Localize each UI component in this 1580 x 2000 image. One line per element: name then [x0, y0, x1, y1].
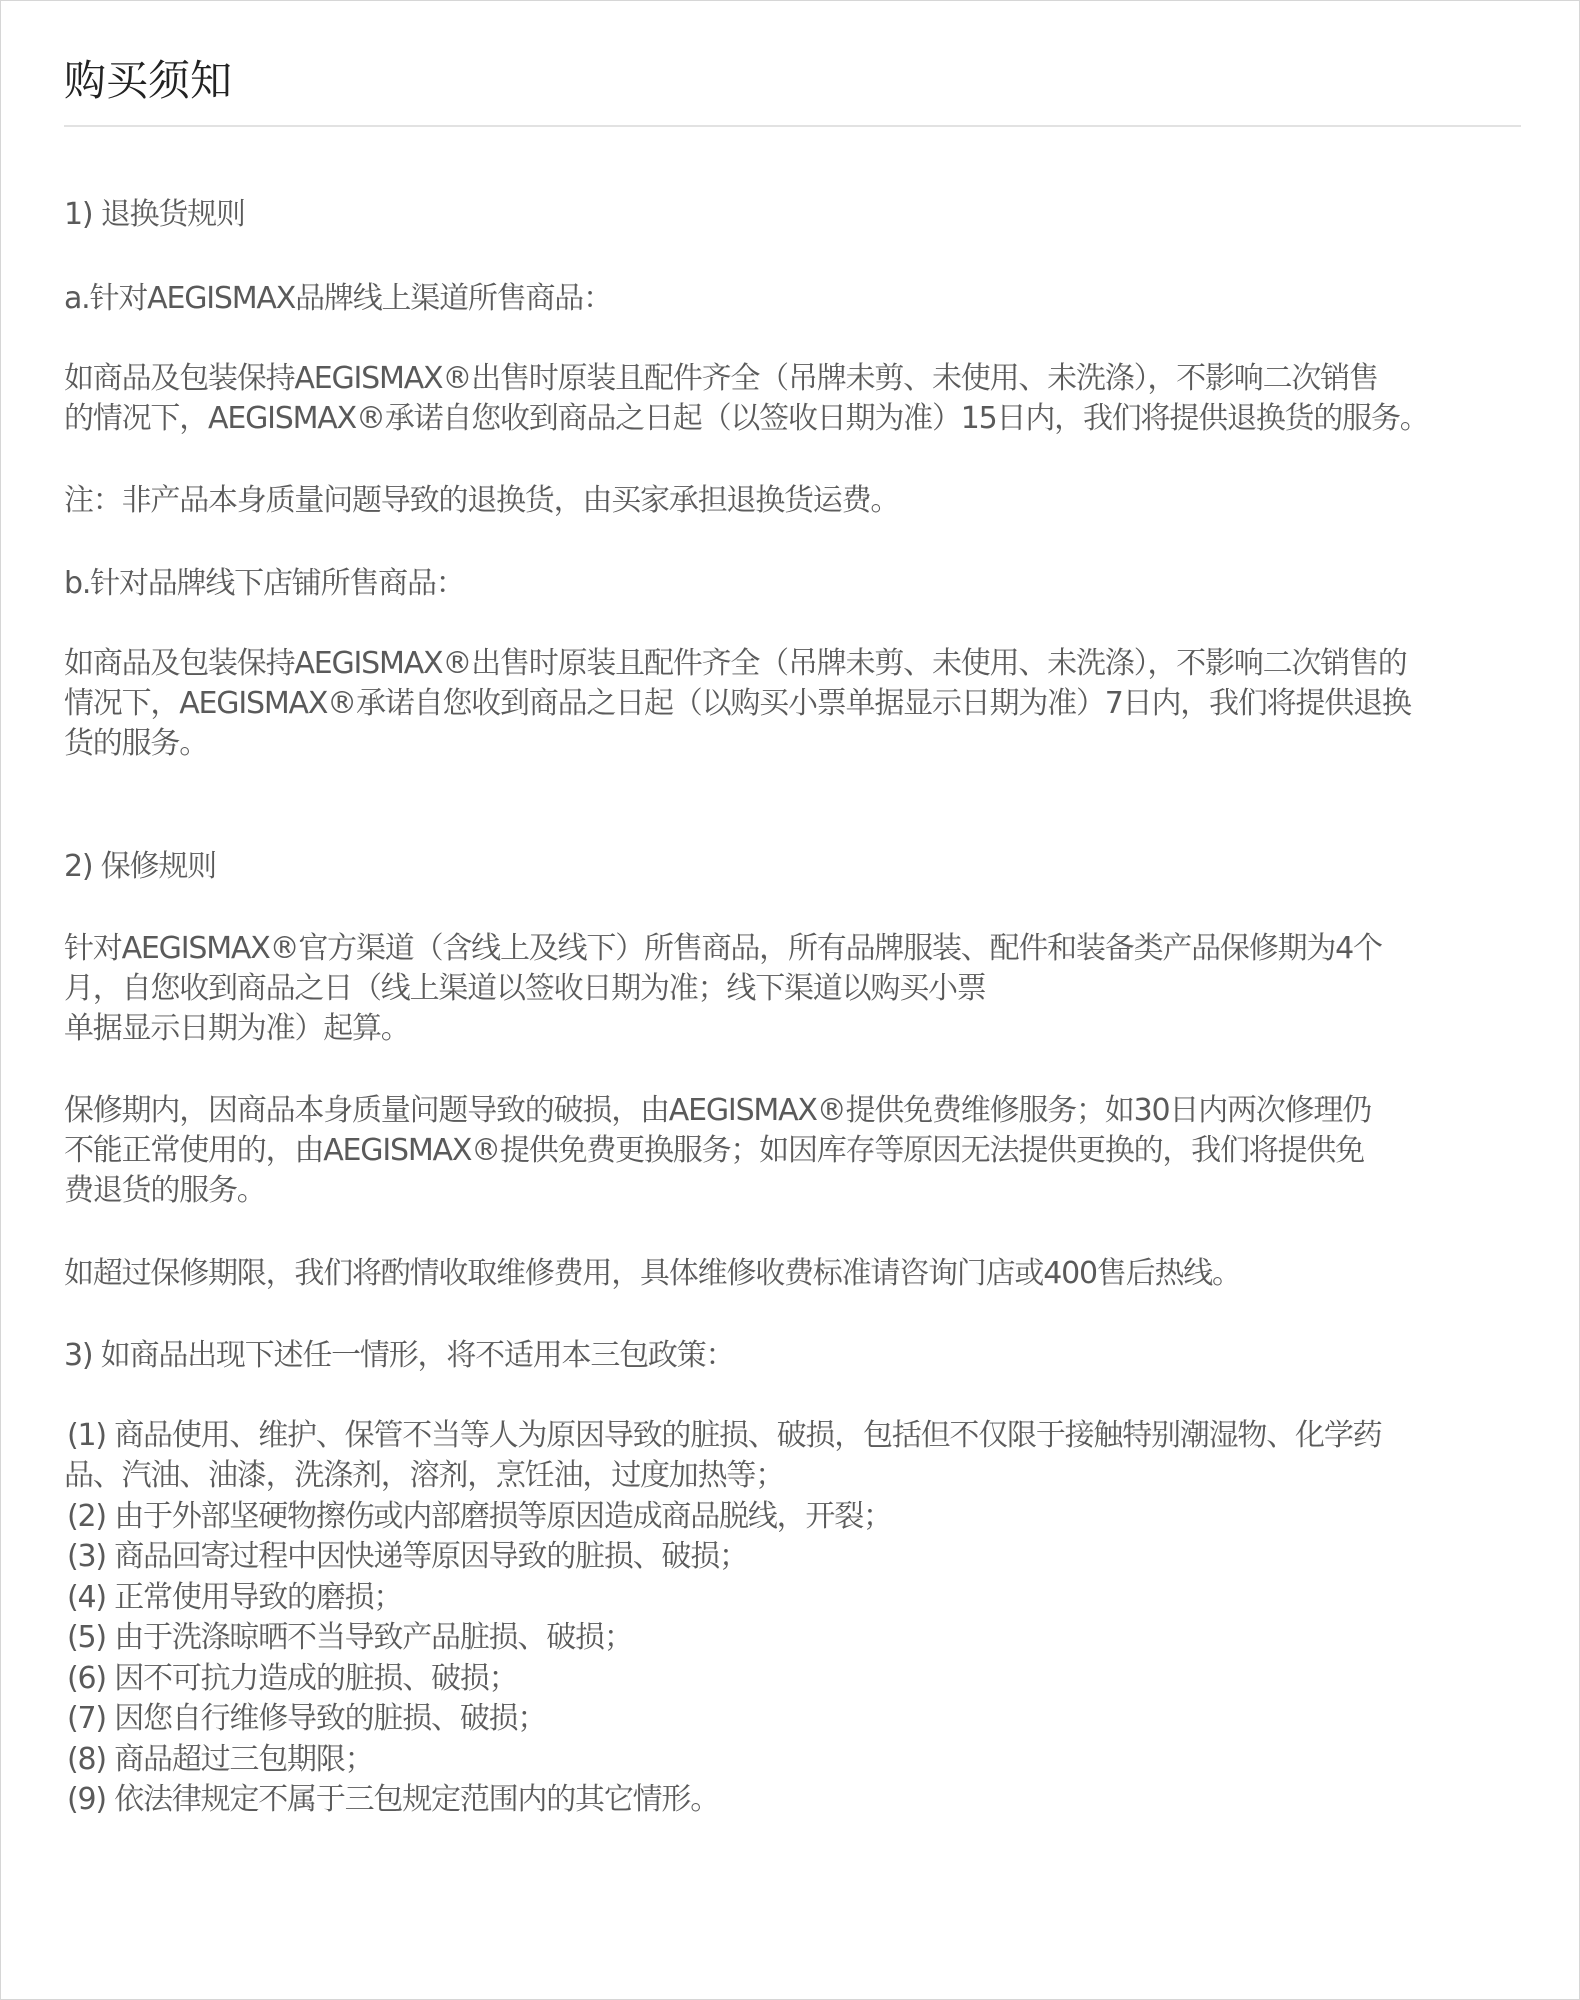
exclusion-item: (1) 商品使用、维护、保管不当等人为原因导致的脏损、破损，包括但不仅限于接触特别潮湿物、化学药 [67, 1418, 1382, 1453]
returns-heading: 1) 退换货规则 [64, 197, 245, 232]
online-returns-body-line: 如商品及包装保持AEGISMAX®出售时原装且配件齐全（吊牌未剪、未使用、未洗涤），不影响二次销售 [64, 361, 1378, 396]
exclusion-item: (6) 因不可抗力造成的脏损、破损； [67, 1661, 518, 1696]
warranty-scope-line: 单据显示日期为准）起算。 [64, 1011, 410, 1046]
warranty-heading: 2) 保修规则 [64, 849, 216, 884]
warranty-service-line: 不能正常使用的，由AEGISMAX®提供免费更换服务；如因库存等原因无法提供更换的，我们将提供免 [64, 1133, 1364, 1168]
online-returns-note: 注：非产品本身质量问题导致的退换货，由买家承担退换货运费。 [64, 483, 900, 518]
exclusion-item: (7) 因您自行维修导致的脏损、破损； [67, 1701, 547, 1736]
exclusion-item: (2) 由于外部坚硬物擦伤或内部磨损等原因造成商品脱线，开裂； [67, 1499, 892, 1534]
offline-returns-body-line: 情况下，AEGISMAX®承诺自您收到商品之日起（以购买小票单据显示日期为准）7日内，我们将提供退换 [64, 686, 1411, 721]
warranty-scope-line: 月，自您收到商品之日（线上渠道以签收日期为准；线下渠道以购买小票 [64, 971, 986, 1006]
page-title: 购买须知 [64, 56, 233, 105]
warranty-service-line: 保修期内，因商品本身质量问题导致的破损，由AEGISMAX®提供免费维修服务；如30日内两次修理仍 [64, 1093, 1371, 1128]
warranty-service-line: 费退货的服务。 [64, 1173, 266, 1208]
title-divider [64, 125, 1521, 127]
exclusion-item: 品、汽油、油漆，洗涤剂，溶剂，烹饪油，过度加热等； [64, 1458, 784, 1493]
offline-returns-body-line: 如商品及包装保持AEGISMAX®出售时原装且配件齐全（吊牌未剪、未使用、未洗涤），不影响二次销售的 [64, 646, 1407, 681]
exclusion-item: (5) 由于洗涤晾晒不当导致产品脏损、破损； [67, 1620, 633, 1655]
offline-returns-heading: b.针对品牌线下店铺所售商品： [64, 566, 465, 601]
warranty-expired-note: 如超过保修期限，我们将酌情收取维修费用，具体维修收费标准请咨询门店或400售后热线。 [64, 1256, 1241, 1291]
exclusion-item: (4) 正常使用导致的磨损； [67, 1580, 403, 1615]
warranty-scope-line: 针对AEGISMAX®官方渠道（含线上及线下）所售商品，所有品牌服装、配件和装备类产品保修期为4个 [64, 931, 1382, 966]
exclusion-item: (8) 商品超过三包期限； [67, 1742, 374, 1777]
exclusions-heading: 3) 如商品出现下述任一情形，将不适用本三包政策： [64, 1338, 735, 1373]
online-returns-body-line: 的情况下，AEGISMAX®承诺自您收到商品之日起（以签收日期为准）15日内，我们将提供退换货的服务。 [64, 401, 1429, 436]
online-returns-heading: a.针对AEGISMAX品牌线上渠道所售商品： [64, 281, 612, 316]
exclusion-item: (9) 依法律规定不属于三包规定范围内的其它情形。 [67, 1782, 720, 1817]
offline-returns-body-line: 货的服务。 [64, 726, 208, 761]
exclusion-item: (3) 商品回寄过程中因快递等原因导致的脏损、破损； [67, 1539, 748, 1574]
